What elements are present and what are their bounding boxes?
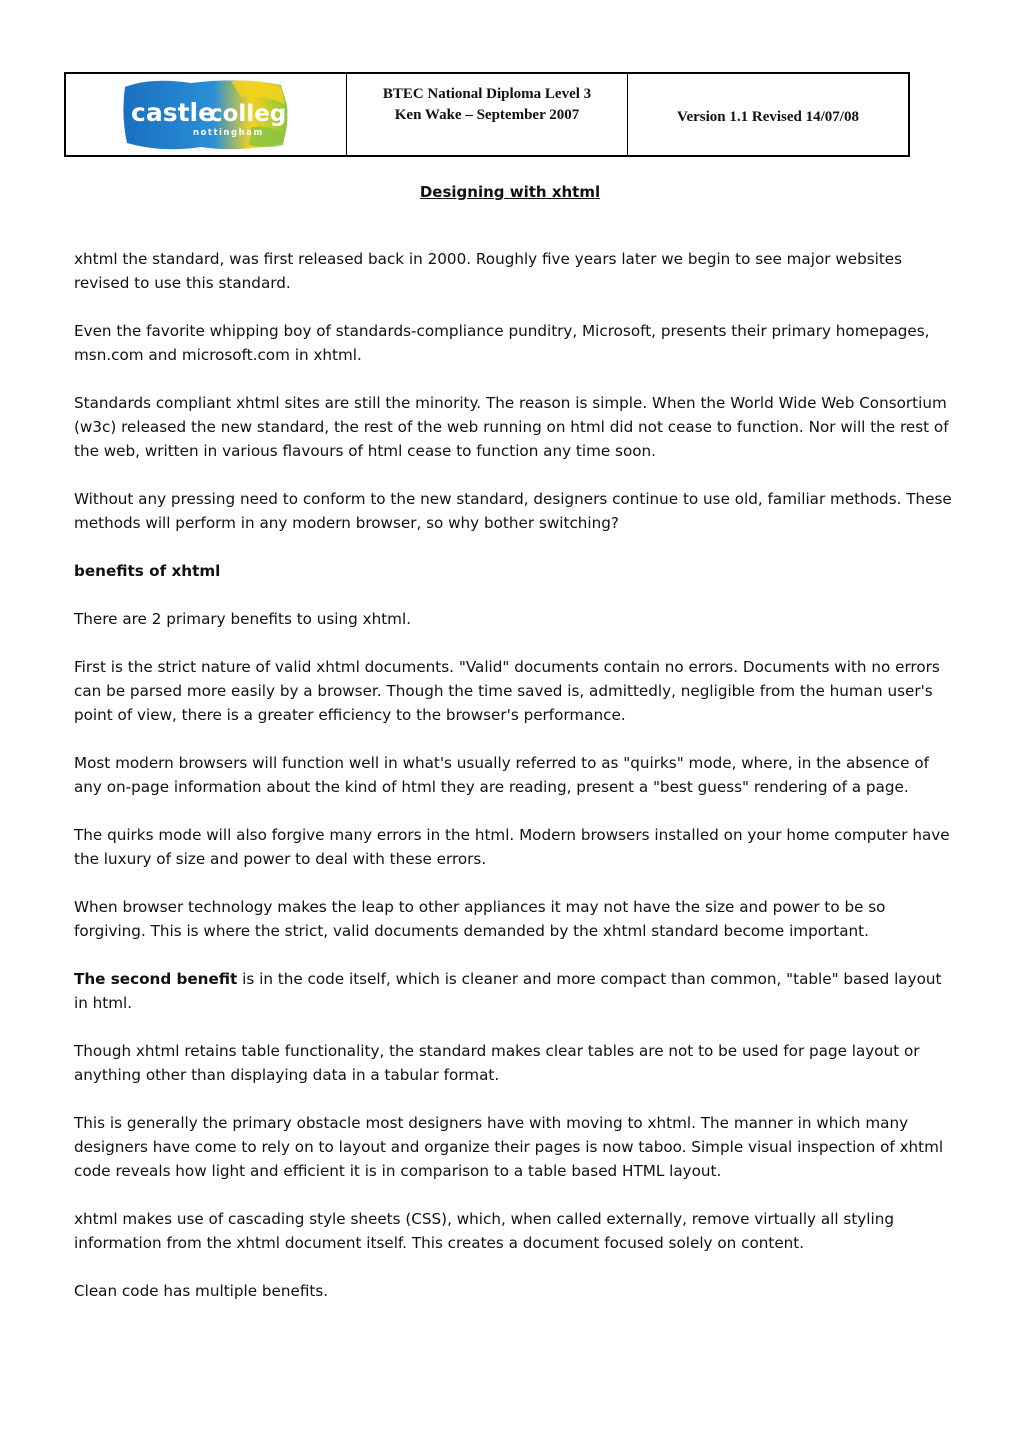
logo-location: nottingham bbox=[193, 127, 264, 138]
logo-graphic bbox=[121, 75, 302, 155]
paragraph: When browser technology makes the leap to other appliances it may not have the size and power to be so forgiving. This is where the strict, valid documents demanded by the xhtml standard become important. bbox=[74, 898, 886, 940]
paragraph: Standards compliant xhtml sites are still the minority. The reason is simple. When the World Wide Web Consortium (w3c) released the new standard, the rest of the web running on html did not cease to function. Nor will the rest of the web, written in various flavours of html cease to function any time soon. bbox=[74, 394, 949, 460]
logo-cell bbox=[66, 74, 347, 155]
course-title: BTEC National Diploma Level 3 bbox=[382, 86, 592, 102]
paragraph-obstacle bbox=[74, 1111, 954, 1183]
paragraph: First is the strict nature of valid xhtml documents. "Valid" documents contain no errors. Documents with no errors can be parsed more easily by a browser. Though the time saved is, admittedly, negligible from the human user's point of view, there is a greater efficiency to the browser's performance. bbox=[74, 658, 940, 724]
second-benefit-text: is in the code itself, which is cleaner and more compact than common, "table" based layout in html. bbox=[74, 970, 942, 1012]
course-cell bbox=[347, 74, 628, 155]
obstacle-text: This is generally the primary obstacle most designers have with moving to xhtml. The manner in which many designers have come to rely on to layout and organize their pages is now taboo. Simple visual inspection of xhtml code reveals how light and efficient it is in comparison to a table based HTML layout. bbox=[74, 1114, 944, 1180]
paragraph: Most modern browsers will function well in what's usually referred to as "quirks" mode, where, in the absence of any on-page information about the kind of html they are reading, present a "best guess" rendering of a page. bbox=[74, 754, 929, 796]
paragraph: Without any pressing need to conform to the new standard, designers continue to use old, familiar methods. These methods will perform in any modern browser, so why bother switching? bbox=[74, 490, 952, 532]
castle-college-logo bbox=[121, 75, 302, 155]
course-author-date: Ken Wake – September 2007 bbox=[394, 107, 580, 123]
paragraph: Clean code has multiple benefits. bbox=[74, 1282, 329, 1300]
version-text: Version 1.1 Revised 14/07/08 bbox=[677, 109, 859, 125]
document-title: Designing with xhtml bbox=[419, 183, 601, 201]
paragraph: Though xhtml retains table functionality, the standard makes clear tables are not to be used for page layout or anything other than displaying data in a tabular format. bbox=[74, 1042, 920, 1084]
header-table bbox=[64, 72, 910, 157]
logo-word-college: college bbox=[209, 100, 302, 127]
paragraph: xhtml makes use of cascading style sheets (CSS), which, when called externally, remove virtually all styling information from the xhtml document itself. This creates a document focused solely on content. bbox=[74, 1210, 894, 1252]
second-benefit-lead: The second benefit bbox=[74, 970, 238, 988]
paragraph: Even the favorite whipping boy of standards-compliance punditry, Microsoft, presents their primary homepages, msn.com and microsoft.com in xhtml. bbox=[74, 322, 930, 364]
paragraph: xhtml the standard, was first released back in 2000. Roughly five years later we begin to see major websites revised to use this standard. bbox=[74, 250, 903, 292]
logo-word-castle: castle bbox=[131, 97, 216, 127]
paragraph: The quirks mode will also forgive many errors in the html. Modern browsers installed on your home computer have the luxury of size and power to deal with these errors. bbox=[74, 826, 950, 868]
paragraph-second-benefit bbox=[74, 967, 954, 1015]
document-body bbox=[74, 247, 954, 1327]
version-cell bbox=[628, 74, 908, 155]
paragraph: There are 2 primary benefits to using xhtml. bbox=[74, 610, 412, 628]
section-subheading: benefits of xhtml bbox=[74, 562, 221, 580]
